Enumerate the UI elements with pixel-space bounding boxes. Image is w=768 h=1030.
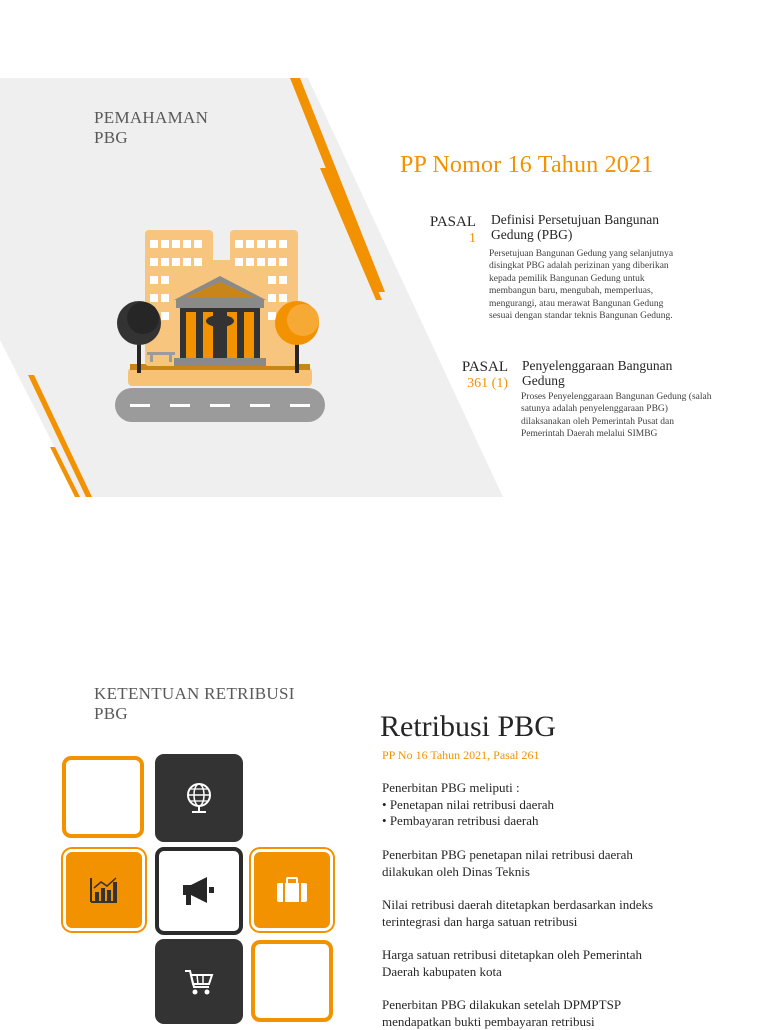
- cart-tile: [155, 939, 243, 1024]
- paragraph-line: mendapatkan bukti pembayaran retribusi: [382, 1014, 712, 1030]
- pasal-label-text: PASAL: [452, 359, 508, 376]
- retribusi-title: Retribusi PBG: [380, 710, 556, 744]
- paragraph-line: Penerbitan PBG dilakukan setelah DPMPTSP: [382, 997, 712, 1014]
- paragraph: [382, 847, 712, 880]
- pasal-body-line: sesuai dengan standar teknis Bangunan Gedung.: [489, 310, 673, 322]
- bullet-text: Pembayaran retribusi daerah: [390, 813, 539, 828]
- paragraph: [382, 997, 712, 1030]
- globe-icon: [184, 781, 214, 815]
- pasal-body: [489, 248, 673, 322]
- pasal-body-line: dilaksanakan oleh Pemerintah Pusat dan: [521, 416, 711, 428]
- megaphone-icon: [181, 875, 217, 907]
- section-title-line: PEMAHAMAN: [94, 108, 208, 128]
- globe-tile: [155, 754, 243, 842]
- intro-text: Penerbitan PBG meliputi :: [382, 780, 712, 797]
- empty-tile: [251, 940, 333, 1022]
- pasal-body-line: membangun baru, mengubah, memperluas,: [489, 285, 673, 297]
- paragraph-line: Penerbitan PBG penetapan nilai retribusi daerah: [382, 847, 712, 864]
- pasal-label-text: PASAL: [424, 214, 476, 231]
- pasal-heading-line: Penyelenggaraan Bangunan: [522, 358, 672, 373]
- paragraph: [382, 947, 712, 980]
- retribusi-subtitle: PP No 16 Tahun 2021, Pasal 261: [382, 748, 540, 763]
- bullet-item: • Pembayaran retribusi daerah: [382, 813, 712, 830]
- briefcase-tile: [251, 849, 333, 931]
- section-title-line: PBG: [94, 128, 208, 148]
- pasal-label: [452, 359, 508, 392]
- paragraph-line: Harga satuan retribusi ditetapkan oleh Pemerintah: [382, 947, 712, 964]
- pasal-body-line: mengurangi, atau merawat Bangunan Gedung: [489, 298, 673, 310]
- bullet-item: • Penetapan nilai retribusi daerah: [382, 797, 712, 814]
- pasal-body: [521, 391, 711, 441]
- pasal-heading-line: Gedung: [522, 373, 672, 388]
- cart-icon: [184, 968, 214, 996]
- pasal-body-line: Pemerintah Daerah melalui SIMBG: [521, 428, 711, 440]
- section-title: [94, 684, 295, 724]
- intro-block: [382, 780, 712, 830]
- empty-tile: [62, 756, 144, 838]
- pasal-heading-line: Definisi Persetujuan Bangunan: [491, 212, 659, 227]
- pp-title: PP Nomor 16 Tahun 2021: [400, 152, 653, 179]
- paragraph-line: terintegrasi dan harga satuan retribusi: [382, 914, 712, 931]
- briefcase-icon: [276, 877, 308, 903]
- pasal-heading: [522, 358, 672, 388]
- pasal-body-line: Persetujuan Bangunan Gedung yang selanjutnya: [489, 248, 673, 260]
- paragraph-line: Nilai retribusi daerah ditetapkan berdasarkan indeks: [382, 897, 712, 914]
- pasal-heading-line: Gedung (PBG): [491, 227, 659, 242]
- slide-ketentuan-retribusi: [0, 640, 768, 1024]
- chart-icon: [89, 876, 119, 904]
- section-title-line: PBG: [94, 704, 295, 724]
- section-title: [94, 108, 208, 148]
- chart-tile: [63, 849, 145, 931]
- pasal-heading: [491, 212, 659, 242]
- pasal-number: 361 (1): [452, 376, 508, 392]
- pasal-body-line: satunya adalah penyelenggaraan PBG): [521, 403, 711, 415]
- pasal-body-line: kepada pemilik Bangunan Gedung untuk: [489, 273, 673, 285]
- paragraph-line: dilakukan oleh Dinas Teknis: [382, 864, 712, 881]
- paragraph-line: Daerah kabupaten kota: [382, 964, 712, 981]
- pasal-number: 1: [424, 231, 476, 247]
- paragraph: [382, 897, 712, 930]
- bullet-text: Penetapan nilai retribusi daerah: [390, 797, 554, 812]
- megaphone-tile: [155, 847, 243, 935]
- pasal-body-line: disingkat PBG adalah perizinan yang diberikan: [489, 260, 673, 272]
- section-title-line: KETENTUAN RETRIBUSI: [94, 684, 295, 704]
- pasal-label: [424, 214, 476, 247]
- pasal-body-line: Proses Penyelenggaraan Bangunan Gedung (salah: [521, 391, 711, 403]
